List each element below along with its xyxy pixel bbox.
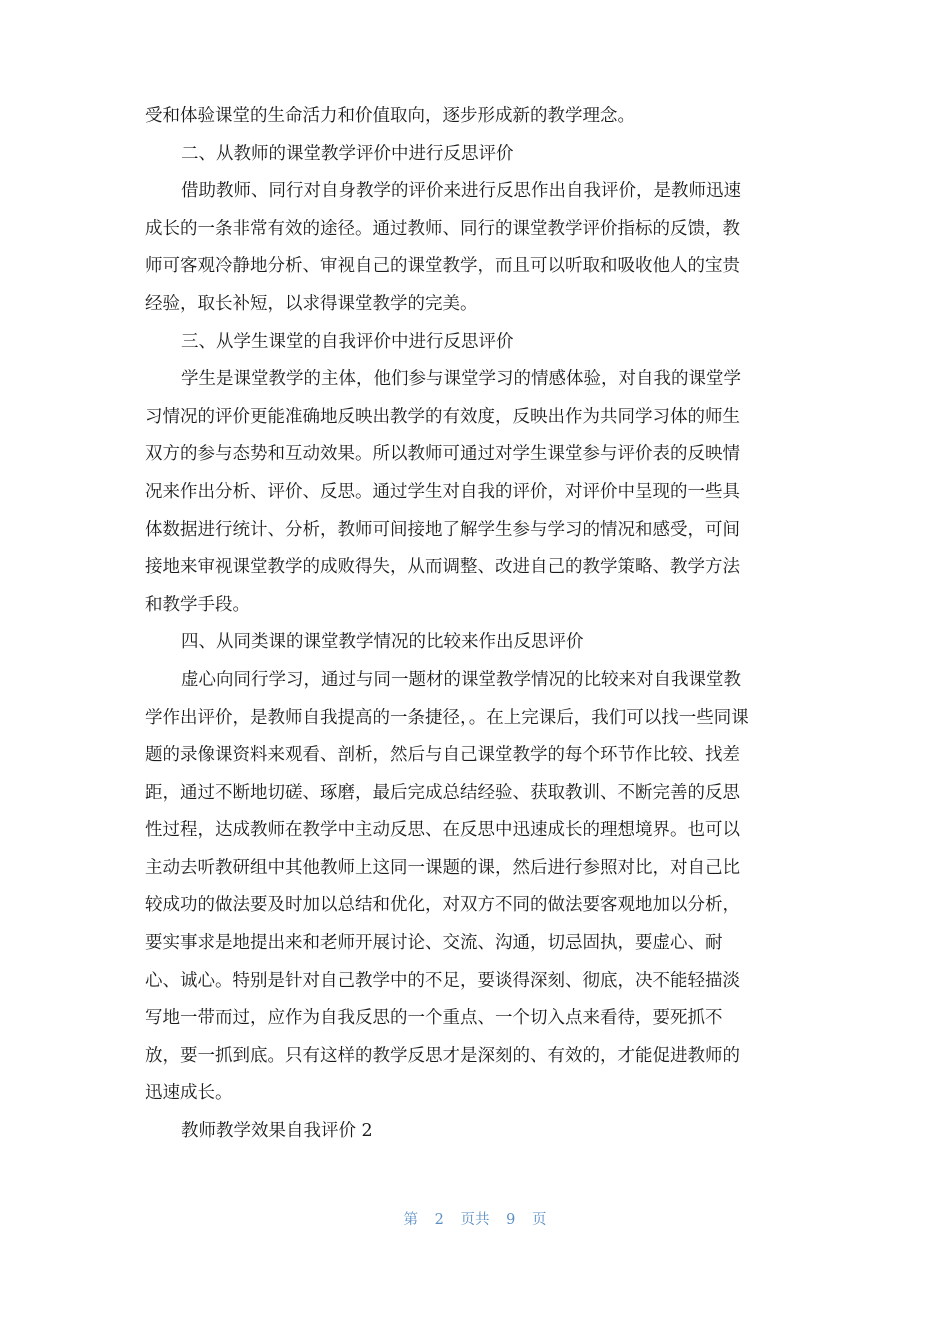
- text-line: 体数据进行统计、分析，教师可间接地了解学生参与学习的情况和感受，可间: [145, 519, 740, 540]
- footer-page-number: 2: [434, 1212, 444, 1228]
- footer-total-pages: 9: [506, 1212, 516, 1228]
- text-line: 主动去听教研组中其他教师上这同一课题的课，然后进行参照对比，对自己比: [145, 857, 740, 878]
- text-line: 性过程，达成教师在教学中主动反思、在反思中迅速成长的理想境界。也可以: [145, 820, 740, 841]
- text-line: 学生是课堂教学的主体，他们参与课堂学习的情感体验，对自我的课堂学: [181, 369, 741, 390]
- text-line: 成长的一条非常有效的途径。通过教师、同行的课堂教学评价指标的反馈，教: [145, 218, 740, 239]
- text-line: 和教学手段。: [145, 594, 250, 615]
- text-line: 习情况的评价更能准确地反映出教学的有效度，反映出作为共同学习体的师生: [145, 406, 740, 427]
- text-line: 心、诚心。特别是针对自己教学中的不足，要谈得深刻、彻底，决不能轻描淡: [145, 970, 740, 991]
- text-line: 接地来审视课堂教学的成败得失，从而调整、改进自己的教学策略、教学方法: [145, 557, 740, 578]
- text-line: 要实事求是地提出来和老师开展讨论、交流、沟通，切忌固执，要虚心、耐: [145, 933, 723, 954]
- footer-middle: 页共: [460, 1212, 490, 1228]
- text-line: 三、从学生课堂的自我评价中进行反思评价: [181, 331, 514, 352]
- text-line: 二、从教师的课堂教学评价中进行反思评价: [181, 143, 514, 164]
- text-line: 四、从同类课的课堂教学情况的比较来作出反思评价: [181, 632, 584, 653]
- text-line: 放，要一抓到底。只有这样的教学反思才是深刻的、有效的，才能促进教师的: [145, 1045, 740, 1066]
- text-line: 迅速成长。: [145, 1083, 233, 1104]
- text-line: 教师教学效果自我评价 2: [181, 1121, 373, 1142]
- text-line: 借助教师、同行对自身教学的评价来进行反思作出自我评价，是教师迅速: [181, 181, 741, 202]
- text-line: 师可客观冷静地分析、审视自己的课堂教学，而且可以听取和吸收他人的宝贵: [145, 256, 740, 277]
- text-line: 距，通过不断地切磋、琢磨，最后完成总结经验、获取教训、不断完善的反思: [145, 782, 740, 803]
- text-line: 题的录像课资料来观看、剖析，然后与自己课堂教学的每个环节作比较、找差: [145, 745, 740, 766]
- text-line: 写地一带而过，应作为自我反思的一个重点、一个切入点来看待，要死抓不: [145, 1008, 723, 1029]
- footer-prefix: 第: [403, 1212, 419, 1228]
- body-text: [145, 98, 810, 1151]
- text-line: 经验，取长补短，以求得课堂教学的完美。: [145, 293, 478, 314]
- text-line: 学作出评价，是教师自我提高的一条捷径，。在上完课后，我们可以找一些同课: [145, 707, 749, 728]
- text-line: 况来作出分析、评价、反思。通过学生对自我的评价，对评价中呈现的一些具: [145, 481, 740, 502]
- footer-suffix: 页: [531, 1212, 547, 1228]
- text-line: 受和体验课堂的生命活力和价值取向，逐步形成新的教学理念。: [145, 106, 635, 126]
- text-line: 较成功的做法要及时加以总结和优化，对双方不同的做法要客观地加以分析，: [145, 895, 740, 916]
- text-line: 虚心向同行学习，通过与同一题材的课堂教学情况的比较来对自我课堂教: [181, 669, 741, 690]
- page-footer: [0, 1208, 950, 1229]
- text-line: 双方的参与态势和互动效果。所以教师可通过对学生课堂参与评价表的反映情: [145, 444, 740, 465]
